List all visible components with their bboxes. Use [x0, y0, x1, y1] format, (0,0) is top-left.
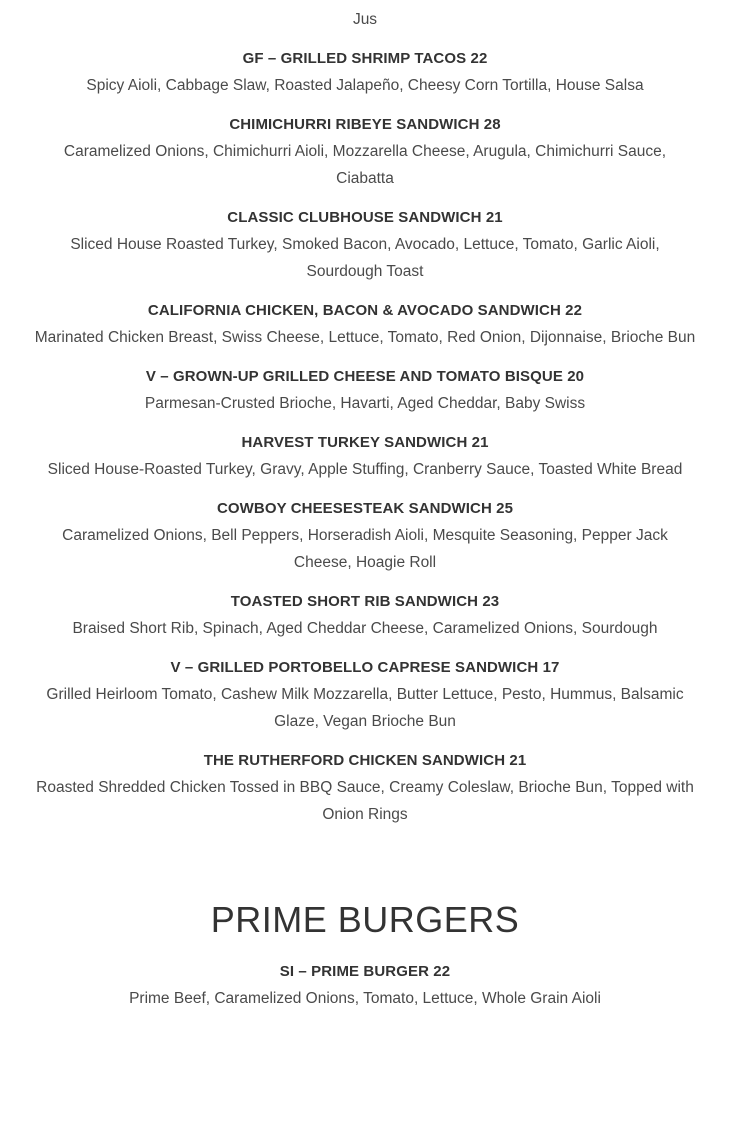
section-heading: PRIME BURGERS — [210, 899, 520, 940]
menu-item-description: Prime Beef, Caramelized Onions, Tomato, Lettuce, Whole Grain Aioli — [129, 990, 601, 1007]
menu-item — [0, 49, 730, 99]
menu-item — [0, 499, 730, 576]
menu-item-description: Jus — [352, 11, 378, 28]
menu-item-description: Marinated Chicken Breast, Swiss Cheese, Lettuce, Tomato, Red Onion, Dijonnaise, Brioche Bun — [34, 329, 696, 346]
menu-item — [0, 301, 730, 351]
menu-item-title: GF – GRILLED SHRIMP TACOS 22 — [242, 50, 488, 67]
menu-item-title: TOASTED SHORT RIB SANDWICH 23 — [230, 593, 500, 610]
menu-item-title: CHIMICHURRI RIBEYE SANDWICH 28 — [229, 116, 501, 133]
menu-item-description: Caramelized Onions, Bell Peppers, Horseradish Aioli, Mesquite Seasoning, Pepper Jack Cheese, Hoagie Roll — [62, 527, 668, 571]
menu-item-title: COWBOY CHEESESTEAK SANDWICH 25 — [216, 500, 514, 517]
menu-item-description: Grilled Heirloom Tomato, Cashew Milk Mozzarella, Butter Lettuce, Pesto, Hummus, Balsamic Glaze, Vegan Brioche Bun — [46, 686, 684, 730]
menu-content — [0, 6, 730, 1028]
menu-item-title: HARVEST TURKEY SANDWICH 21 — [241, 434, 489, 451]
menu-item — [0, 592, 730, 642]
menu-item-description: Caramelized Onions, Chimichurri Aioli, Mozzarella Cheese, Arugula, Chimichurri Sauce, Ciabatta — [63, 143, 667, 187]
menu-item-title: CLASSIC CLUBHOUSE SANDWICH 21 — [227, 209, 503, 226]
menu-item — [0, 658, 730, 735]
menu-item-description: Sliced House Roasted Turkey, Smoked Bacon, Avocado, Lettuce, Tomato, Garlic Aioli, Sourdough Toast — [70, 236, 660, 280]
menu-item — [0, 115, 730, 192]
menu-item-description: Sliced House-Roasted Turkey, Gravy, Apple Stuffing, Cranberry Sauce, Toasted White Bread — [47, 461, 683, 478]
menu-item — [0, 208, 730, 285]
menu-item-title: V – GROWN-UP GRILLED CHEESE AND TOMATO BISQUE 20 — [145, 368, 585, 385]
menu-item — [0, 751, 730, 828]
menu-item — [0, 367, 730, 417]
menu-item — [0, 433, 730, 483]
menu-item-description: Spicy Aioli, Cabbage Slaw, Roasted Jalapeño, Cheesy Corn Tortilla, House Salsa — [86, 77, 644, 94]
menu-item-title: THE RUTHERFORD CHICKEN SANDWICH 21 — [203, 752, 527, 769]
menu-item-description: Parmesan-Crusted Brioche, Havarti, Aged Cheddar, Baby Swiss — [144, 395, 586, 412]
menu-item — [0, 962, 730, 1012]
menu-item-title: CALIFORNIA CHICKEN, BACON & AVOCADO SANDWICH 22 — [147, 302, 583, 319]
menu-item-fragment — [0, 6, 730, 33]
menu-item-title: SI – PRIME BURGER 22 — [279, 963, 451, 980]
menu-item-description: Braised Short Rib, Spinach, Aged Cheddar Cheese, Caramelized Onions, Sourdough — [72, 620, 658, 637]
menu-item-title: V – GRILLED PORTOBELLO CAPRESE SANDWICH 17 — [170, 659, 560, 676]
menu-item-description: Roasted Shredded Chicken Tossed in BBQ Sauce, Creamy Coleslaw, Brioche Bun, Topped with Onion Rings — [36, 779, 694, 823]
